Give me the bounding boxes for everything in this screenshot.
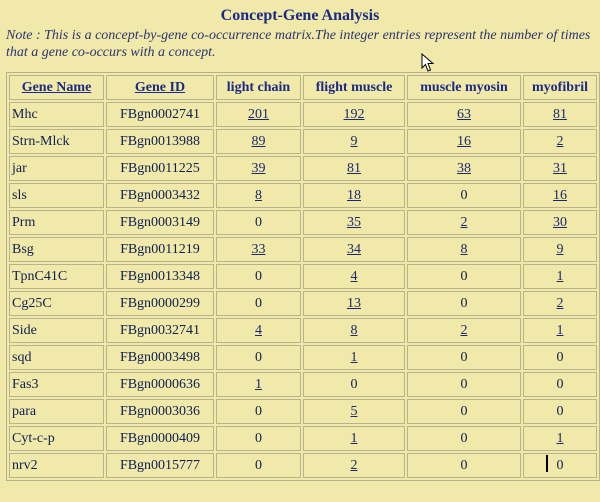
count-link[interactable]: 1: [303, 345, 405, 370]
table-row: [9, 264, 597, 289]
gene-id-cell: FBgn0013988: [106, 129, 214, 154]
count-link[interactable]: 39: [216, 156, 301, 181]
text-cursor-icon: [546, 455, 548, 472]
count-link[interactable]: 13: [303, 291, 405, 316]
header-gene-id[interactable]: Gene ID: [106, 75, 214, 100]
gene-id-cell: FBgn0015777: [106, 453, 214, 478]
count-link[interactable]: 1: [523, 264, 597, 289]
count-cell: 0: [216, 210, 301, 235]
count-link[interactable]: 9: [523, 237, 597, 262]
count-cell: 0: [407, 345, 521, 370]
gene-id-cell: FBgn0011219: [106, 237, 214, 262]
gene-name-cell: Cg25C: [9, 291, 104, 316]
count-cell: 0: [303, 372, 405, 397]
gene-name-cell: Side: [9, 318, 104, 343]
count-link[interactable]: 16: [523, 183, 597, 208]
count-link[interactable]: 8: [303, 318, 405, 343]
gene-name-cell: nrv2: [9, 453, 104, 478]
count-link[interactable]: 31: [523, 156, 597, 181]
count-link[interactable]: 89: [216, 129, 301, 154]
header-myofibril: myofibril: [523, 75, 597, 100]
gene-name-cell: Cyt-c-p: [9, 426, 104, 451]
header-flight-muscle: flight muscle: [303, 75, 405, 100]
gene-id-cell: FBgn0032741: [106, 318, 214, 343]
table-row: [9, 102, 597, 127]
table-row: [9, 372, 597, 397]
table-header-row: [9, 75, 597, 100]
count-link[interactable]: 8: [216, 183, 301, 208]
table-row: [9, 156, 597, 181]
count-cell: 0: [407, 399, 521, 424]
count-link[interactable]: 2: [523, 129, 597, 154]
header-muscle-myosin: muscle myosin: [407, 75, 521, 100]
count-link[interactable]: 9: [303, 129, 405, 154]
count-cell: 0: [216, 264, 301, 289]
count-link[interactable]: 5: [303, 399, 405, 424]
gene-id-cell: FBgn0003036: [106, 399, 214, 424]
gene-name-cell: TpnC41C: [9, 264, 104, 289]
gene-name-cell: Strn-Mlck: [9, 129, 104, 154]
matrix-note: Note : This is a concept-by-gene co-occurrence matrix.The integer entries represent the number of times that a gene co-occurs with a concept.: [6, 28, 591, 60]
table-row: [9, 399, 597, 424]
count-link[interactable]: 35: [303, 210, 405, 235]
count-cell: 0: [523, 453, 597, 478]
count-cell: 0: [407, 372, 521, 397]
count-link[interactable]: 81: [303, 156, 405, 181]
count-cell: 0: [216, 426, 301, 451]
count-cell: 0: [216, 399, 301, 424]
count-link[interactable]: 4: [216, 318, 301, 343]
count-link[interactable]: 192: [303, 102, 405, 127]
table-body: [9, 102, 597, 478]
count-link[interactable]: 63: [407, 102, 521, 127]
gene-id-cell: FBgn0000409: [106, 426, 214, 451]
gene-id-cell: FBgn0003432: [106, 183, 214, 208]
count-link[interactable]: 2: [407, 210, 521, 235]
mouse-pointer-icon: [421, 53, 435, 73]
header-light-chain: light chain: [216, 75, 301, 100]
gene-id-cell: FBgn0003498: [106, 345, 214, 370]
gene-name-cell: jar: [9, 156, 104, 181]
count-link[interactable]: 18: [303, 183, 405, 208]
count-link[interactable]: 33: [216, 237, 301, 262]
gene-name-cell: Prm: [9, 210, 104, 235]
header-gene-name[interactable]: Gene Name: [9, 75, 104, 100]
count-link[interactable]: 4: [303, 264, 405, 289]
count-cell: 0: [407, 426, 521, 451]
count-link[interactable]: 16: [407, 129, 521, 154]
gene-id-cell: FBgn0011225: [106, 156, 214, 181]
cooccurrence-table: [6, 72, 600, 481]
gene-name-cell: sls: [9, 183, 104, 208]
gene-name-cell: Bsg: [9, 237, 104, 262]
gene-name-cell: Mhc: [9, 102, 104, 127]
gene-name-cell: sqd: [9, 345, 104, 370]
table-row: [9, 318, 597, 343]
count-link[interactable]: 1: [523, 318, 597, 343]
table-row: [9, 453, 597, 478]
count-link[interactable]: 1: [303, 426, 405, 451]
count-link[interactable]: 1: [216, 372, 301, 397]
count-link[interactable]: 34: [303, 237, 405, 262]
table-row: [9, 291, 597, 316]
page-title: Concept-Gene Analysis: [220, 7, 380, 24]
gene-id-cell: FBgn0002741: [106, 102, 214, 127]
gene-id-cell: FBgn0000299: [106, 291, 214, 316]
count-link[interactable]: 30: [523, 210, 597, 235]
table-row: [9, 345, 597, 370]
table-row: [9, 426, 597, 451]
count-link[interactable]: 8: [407, 237, 521, 262]
count-cell: 0: [523, 372, 597, 397]
count-link[interactable]: 201: [216, 102, 301, 127]
count-link[interactable]: 2: [407, 318, 521, 343]
count-cell: 0: [407, 183, 521, 208]
count-link[interactable]: 38: [407, 156, 521, 181]
gene-id-cell: FBgn0003149: [106, 210, 214, 235]
count-link[interactable]: 81: [523, 102, 597, 127]
count-cell: 0: [216, 453, 301, 478]
table-row: [9, 237, 597, 262]
gene-id-cell: FBgn0000636: [106, 372, 214, 397]
table-row: [9, 129, 597, 154]
count-link[interactable]: 2: [523, 291, 597, 316]
count-cell: 0: [216, 345, 301, 370]
count-cell: 0: [407, 453, 521, 478]
gene-id-cell: FBgn0013348: [106, 264, 214, 289]
count-cell: 0: [523, 399, 597, 424]
count-link[interactable]: 1: [523, 426, 597, 451]
count-cell: 0: [407, 291, 521, 316]
table-row: [9, 210, 597, 235]
count-cell: 0: [523, 345, 597, 370]
count-cell: 0: [216, 291, 301, 316]
count-link[interactable]: 2: [303, 453, 405, 478]
table-row: [9, 183, 597, 208]
count-cell: 0: [407, 264, 521, 289]
gene-name-cell: para: [9, 399, 104, 424]
gene-name-cell: Fas3: [9, 372, 104, 397]
